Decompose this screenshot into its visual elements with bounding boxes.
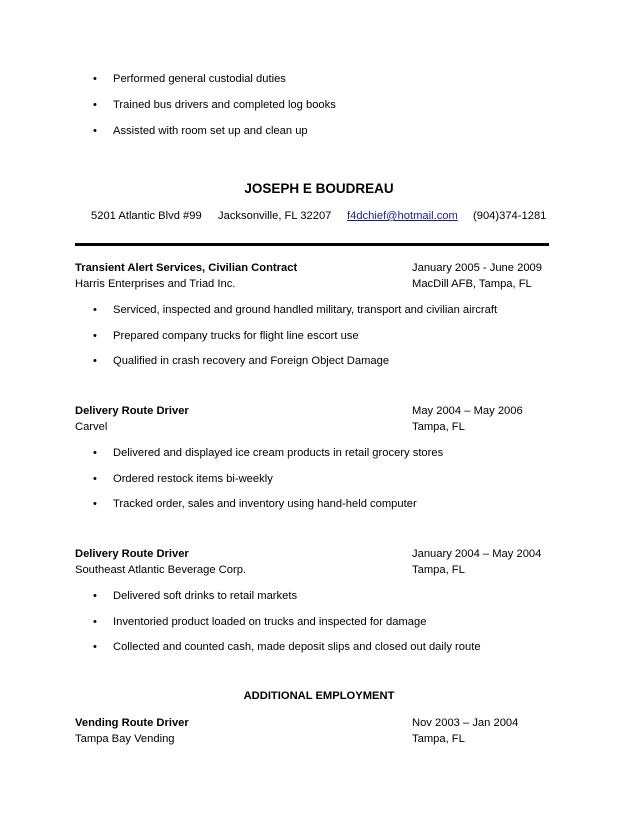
list-item [93,355,389,367]
bullet-dot: • [93,590,97,602]
list-item [93,641,481,653]
bullet-dot: • [93,355,97,367]
bullet-text: Tracked order, sales and inventory using hand-held computer [113,498,417,510]
job-location: MacDill AFB, Tampa, FL [412,278,532,290]
email-link[interactable]: f4dchief@hotmail.com [347,210,458,222]
header-divider [75,243,549,246]
list-item [93,498,417,510]
list-item [93,616,426,628]
bullet-text: Assisted with room set up and clean up [113,125,308,137]
list-item [93,473,273,485]
job-dates: January 2005 - June 2009 [412,262,542,274]
list-item [93,73,286,85]
contact-address: 5201 Atlantic Blvd #99 [91,210,202,222]
job-title: Vending Route Driver [75,717,189,729]
bullet-text: Delivered soft drinks to retail markets [113,590,298,602]
bullet-dot: • [93,498,97,510]
bullet-dot: • [93,447,97,459]
bullet-dot: • [93,616,97,628]
bullet-dot: • [93,473,97,485]
job-dates: January 2004 – May 2004 [412,548,542,560]
bullet-dot: • [93,304,97,316]
bullet-text: Performed general custodial duties [113,73,286,85]
bullet-text: Inventoried product loaded on trucks and inspected for damage [113,616,427,628]
job-location: Tampa, FL [412,564,465,576]
contact-city: Jacksonville, FL 32207 [218,210,332,222]
job-title: Transient Alert Services, Civilian Contract [75,262,298,274]
bullet-dot: • [93,73,97,85]
page-title: JOSEPH E BOUDREAU [244,181,394,196]
bullet-text: Delivered and displayed ice cream products in retail grocery stores [113,447,444,459]
job-location: Tampa, FL [412,733,465,745]
job-employer: Carvel [75,421,108,433]
bullet-text: Qualified in crash recovery and Foreign Object Damage [113,355,390,367]
bullet-dot: • [93,641,97,653]
list-item [93,447,443,459]
job-location: Tampa, FL [412,421,465,433]
list-item [93,330,359,342]
bullet-text: Prepared company trucks for flight line escort use [113,330,359,342]
job-employer: Tampa Bay Vending [75,733,175,745]
job-employer: Harris Enterprises and Triad Inc. [75,278,236,290]
job-dates: Nov 2003 – Jan 2004 [412,717,519,729]
bullet-dot: • [93,330,97,342]
bullet-dot: • [93,99,97,111]
section-heading: ADDITIONAL EMPLOYMENT [243,690,395,702]
job-employer: Southeast Atlantic Beverage Corp. [75,564,247,576]
bullet-text: Serviced, inspected and ground handled military, transport and civilian aircraft [113,304,498,316]
bullet-dot: • [93,125,97,137]
list-item [93,590,297,602]
list-item [93,304,497,316]
list-item [93,125,308,137]
contact-phone: (904)374-1281 [473,210,547,222]
bullet-text: Trained bus drivers and completed log books [113,99,336,111]
job-title: Delivery Route Driver [75,548,189,560]
job-title: Delivery Route Driver [75,405,189,417]
bullet-text: Ordered restock items bi-weekly [113,473,273,485]
bullet-text: Collected and counted cash, made deposit slips and closed out daily route [113,641,481,653]
job-dates: May 2004 – May 2006 [412,405,523,417]
list-item [93,99,336,111]
